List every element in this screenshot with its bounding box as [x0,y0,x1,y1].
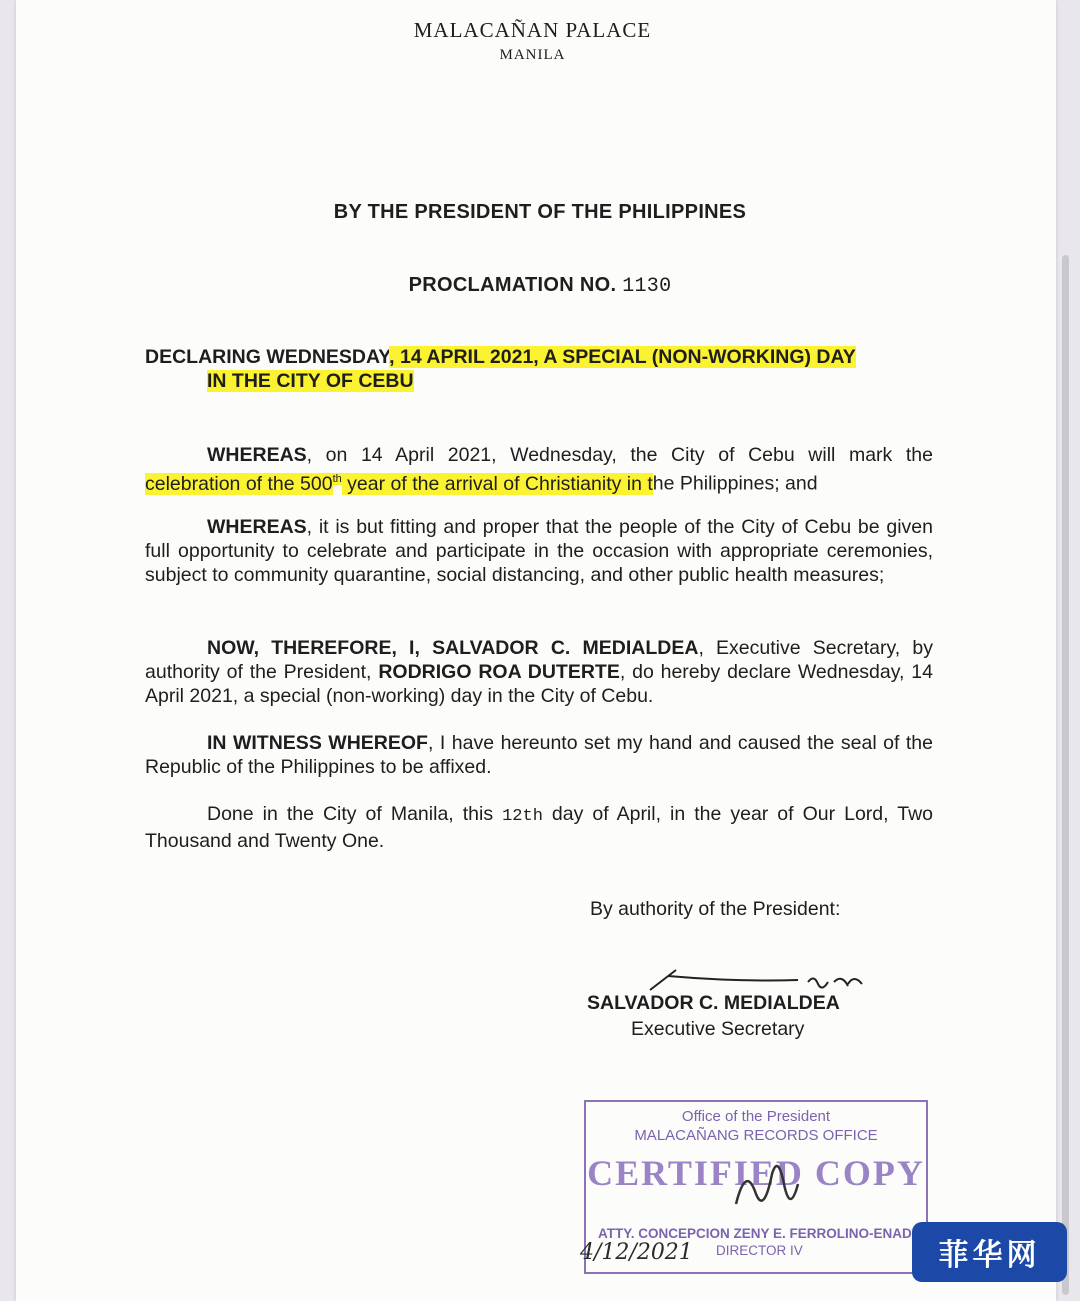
proclamation-number-line [0,274,1080,298]
signatory-title: Executive Secretary [631,1018,805,1040]
para1-superscript: th [332,473,342,485]
para5-text-b: day of April, in the year of Our Lord, Two Thousand and Twenty One. [145,803,933,852]
title-part1: DECLARING WEDNESDAY [145,346,390,368]
para3-lead: NOW, THEREFORE, I, SALVADOR C. MEDIALDEA [207,637,699,659]
site-watermark-logo: 菲华网 [912,1222,1067,1282]
letterhead [0,18,1065,64]
para3-text-a: , Executive Secretary, by authority of the President, [145,637,933,683]
proclamation-title [145,345,955,393]
stamp-certified-copy: CERTIFIED COPY [587,1153,925,1193]
para5-day: 12th [502,807,543,826]
para1-text-b: he Philippines; and [652,472,818,495]
para1-text-a: , on 14 April 2021, Wednesday, the City of Cebu will mark the [306,444,933,466]
letterhead-city: MANILA [499,47,566,63]
issuer-heading: BY THE PRESIDENT OF THE PHILIPPINES [333,201,747,223]
whereas-paragraph-2 [145,515,933,587]
para3-president-name: RODRIGO ROA DUTERTE [378,661,620,683]
para4-lead: IN WITNESS WHEREOF [207,732,428,754]
scrollbar[interactable] [1062,255,1069,1295]
para1-lead: WHEREAS [207,444,307,466]
in-witness-paragraph [145,731,933,779]
stamp-records-office: MALACAÑANG RECORDS OFFICE [634,1127,878,1144]
para1-highlight-a: celebration of the 500 [145,472,333,495]
para5-text-a: Done in the City of Manila, this [207,803,503,825]
para1-highlight-b: year of the arrival of Christianity in t [341,472,653,495]
proclamation-label: PROCLAMATION NO. [408,274,617,296]
handwritten-date: 4/12/2021 [580,1240,693,1265]
para4-text: , I have hereunto set my hand and caused the seal of the Republic of the Philippines to be affixed. [145,732,933,778]
para3-text-b: , do hereby declare Wednesday, 14 April 2021, a special (non-working) day in the City of Cebu. [145,661,933,707]
letterhead-palace: MALACAÑAN PALACE [413,18,652,42]
whereas-paragraph-1 [145,443,933,496]
closing-line: By authority of the President: [590,898,841,920]
para2-text: , it is but fitting and proper that the people of the City of Cebu be given full opportunity to celebrate and participate in the occasion with appropriate ceremonies, subject to community quarantine, social distancing, and other public health measures; [145,516,933,586]
stamp-certifier-name: ATTY. CONCEPCION ZENY E. FERROLINO-ENAD [598,1226,912,1241]
done-in-paragraph [145,802,933,853]
signatory-name: SALVADOR C. MEDIALDEA [587,992,840,1014]
stamp-certifier-title: DIRECTOR IV [716,1243,803,1258]
para2-lead: WHEREAS [207,516,307,538]
stamp-office: Office of the President [681,1108,831,1125]
title-highlight-2: IN THE CITY OF CEBU [207,370,414,392]
stamp-signature-mark [726,1154,806,1224]
now-therefore-paragraph [145,636,933,708]
title-highlight-1: , 14 APRIL 2021, A SPECIAL (NON-WORKING) DAY [389,346,856,368]
proclamation-number: 1130 [622,275,672,298]
